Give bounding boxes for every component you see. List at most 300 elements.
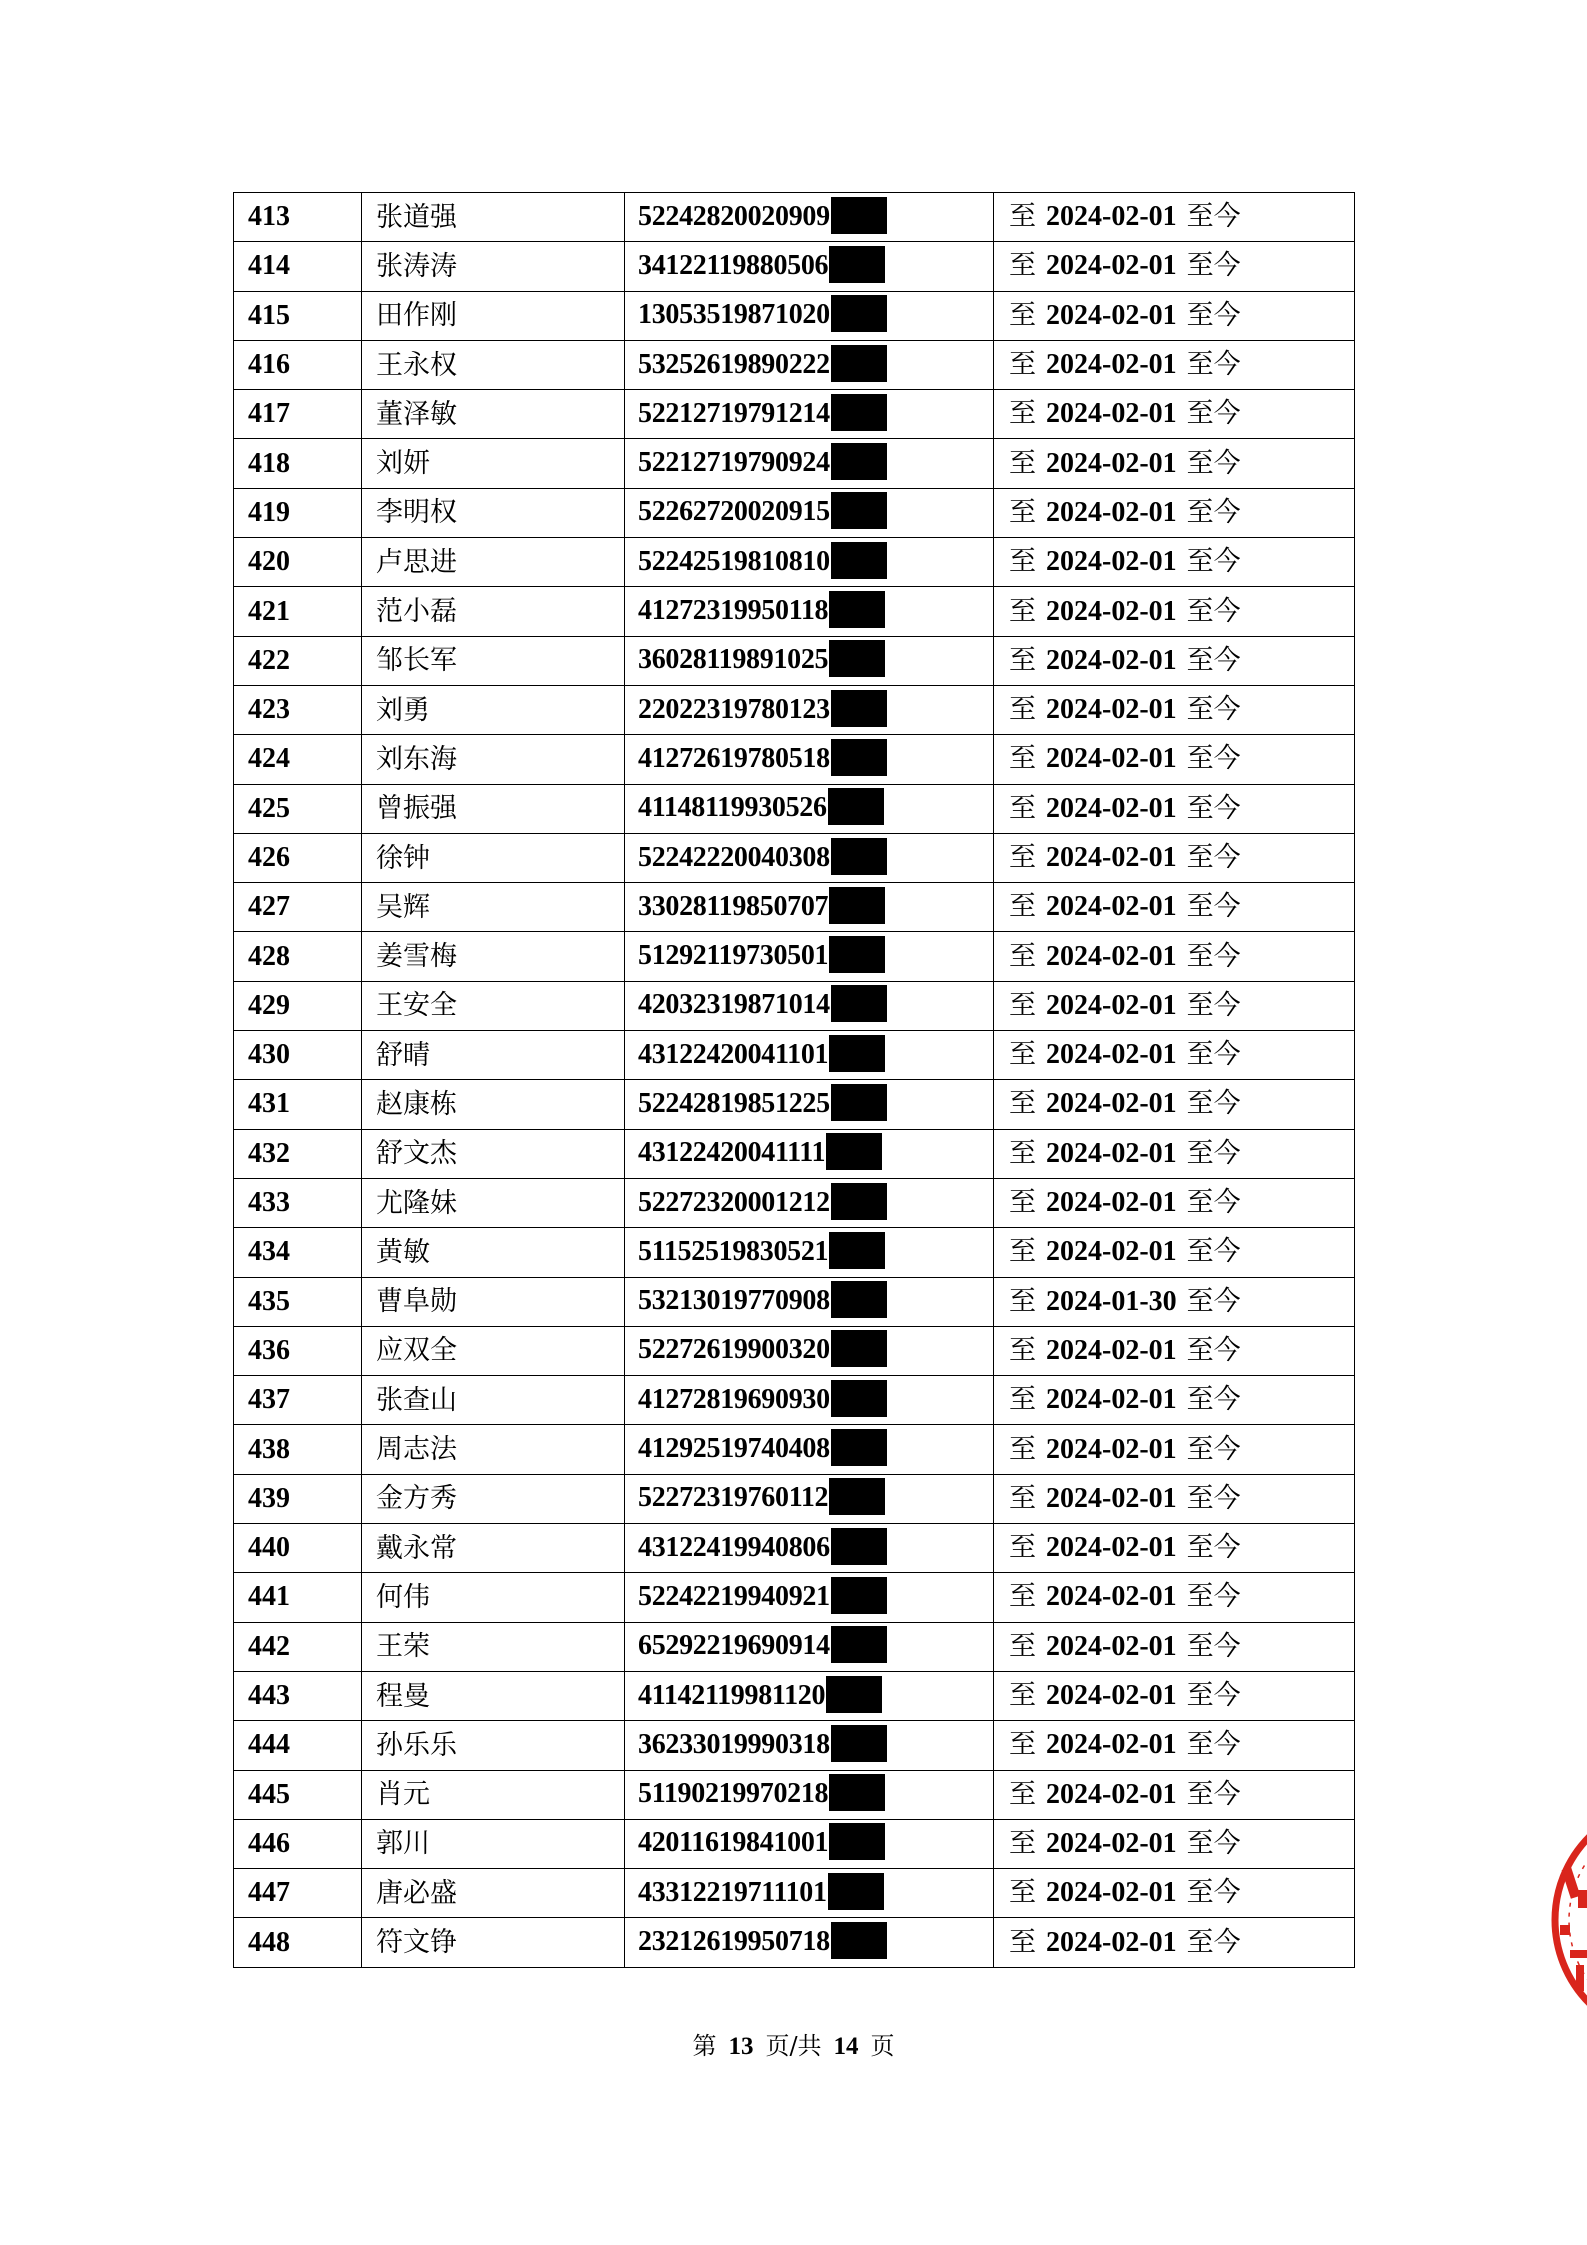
footer-prefix: 第 — [692, 2032, 717, 2060]
person-name: 卢思进 — [362, 538, 625, 587]
table-row — [234, 1869, 1355, 1918]
period-suffix: 至今 — [1186, 1532, 1241, 1564]
period-cell — [994, 636, 1355, 685]
id-number-cell — [625, 1228, 994, 1277]
period-cell — [994, 1918, 1355, 1967]
period-prefix: 至 — [1009, 546, 1036, 578]
id-number-cell — [625, 291, 994, 340]
redaction-block — [829, 1232, 885, 1269]
person-name: 张查山 — [362, 1376, 625, 1425]
row-number: 422 — [234, 636, 362, 685]
period-date: 2024-02-01 — [1046, 299, 1177, 331]
redaction-block — [831, 1577, 887, 1614]
redaction-block — [831, 739, 887, 776]
period-date: 2024-02-01 — [1046, 250, 1177, 282]
footer-middle: 页/共 — [765, 2032, 822, 2060]
period-prefix: 至 — [1009, 595, 1036, 627]
period-cell — [994, 193, 1355, 242]
period-date: 2024-02-01 — [1046, 349, 1177, 381]
table-row — [234, 1671, 1355, 1720]
period-cell — [994, 1770, 1355, 1819]
period-date: 2024-02-01 — [1046, 1581, 1177, 1613]
row-number: 443 — [234, 1671, 362, 1720]
id-number: 41272619780518 — [638, 742, 830, 774]
period-date: 2024-02-01 — [1046, 1236, 1177, 1268]
redaction-block — [828, 1873, 884, 1910]
period-cell — [994, 1277, 1355, 1326]
id-number-cell — [625, 1770, 994, 1819]
id-number: 43122419940806 — [638, 1531, 830, 1563]
person-name: 吴辉 — [362, 883, 625, 932]
period-cell — [994, 291, 1355, 340]
row-number: 446 — [234, 1819, 362, 1868]
period-prefix: 至 — [1009, 743, 1036, 775]
row-number: 415 — [234, 291, 362, 340]
redaction-block — [831, 1380, 887, 1417]
row-number: 433 — [234, 1178, 362, 1227]
redaction-block — [826, 1676, 882, 1713]
row-number: 438 — [234, 1425, 362, 1474]
period-suffix: 至今 — [1186, 250, 1241, 282]
period-prefix: 至 — [1009, 1630, 1036, 1662]
table-row — [234, 1819, 1355, 1868]
row-number: 418 — [234, 439, 362, 488]
period-prefix: 至 — [1009, 349, 1036, 381]
period-date: 2024-02-01 — [1046, 1827, 1177, 1859]
person-name: 郭川 — [362, 1819, 625, 1868]
period-prefix: 至 — [1009, 694, 1036, 726]
period-cell — [994, 1376, 1355, 1425]
period-prefix: 至 — [1009, 447, 1036, 479]
person-name: 曾振强 — [362, 784, 625, 833]
id-number: 34122119880506 — [638, 249, 829, 281]
period-suffix: 至今 — [1186, 940, 1241, 972]
table-row — [234, 538, 1355, 587]
person-name: 李明权 — [362, 488, 625, 537]
footer-suffix: 页 — [870, 2032, 895, 2060]
id-number-cell — [625, 932, 994, 981]
id-number: 33028119850707 — [638, 890, 829, 922]
period-suffix: 至今 — [1186, 743, 1241, 775]
id-number-cell — [625, 1326, 994, 1375]
person-name: 何伟 — [362, 1573, 625, 1622]
redaction-block — [831, 197, 887, 234]
table-row — [234, 784, 1355, 833]
period-cell — [994, 242, 1355, 291]
id-number-cell — [625, 1671, 994, 1720]
period-date: 2024-02-01 — [1046, 1729, 1177, 1761]
row-number: 439 — [234, 1474, 362, 1523]
id-number-cell — [625, 1869, 994, 1918]
period-suffix: 至今 — [1186, 496, 1241, 528]
row-number: 447 — [234, 1869, 362, 1918]
period-cell — [994, 340, 1355, 389]
period-suffix: 至今 — [1186, 1433, 1241, 1465]
row-number: 436 — [234, 1326, 362, 1375]
redaction-block — [831, 1429, 887, 1466]
redaction-block — [831, 345, 887, 382]
period-date: 2024-02-01 — [1046, 792, 1177, 824]
period-prefix: 至 — [1009, 1236, 1036, 1268]
person-name: 金方秀 — [362, 1474, 625, 1523]
period-cell — [994, 685, 1355, 734]
table-row — [234, 1129, 1355, 1178]
period-date: 2024-02-01 — [1046, 1137, 1177, 1169]
period-prefix: 至 — [1009, 1433, 1036, 1465]
id-number-cell — [625, 1080, 994, 1129]
person-name: 田作刚 — [362, 291, 625, 340]
id-number: 13053519871020 — [638, 299, 830, 331]
person-name: 赵康栋 — [362, 1080, 625, 1129]
period-suffix: 至今 — [1186, 1384, 1241, 1416]
period-prefix: 至 — [1009, 1532, 1036, 1564]
id-number: 52272319760112 — [638, 1482, 829, 1514]
id-number-cell — [625, 1031, 994, 1080]
row-number: 441 — [234, 1573, 362, 1622]
row-number: 430 — [234, 1031, 362, 1080]
id-number-cell — [625, 735, 994, 784]
footer-page-number: 13 — [728, 2033, 754, 2060]
period-cell — [994, 833, 1355, 882]
period-suffix: 至今 — [1186, 1877, 1241, 1909]
redaction-block — [829, 1823, 885, 1860]
redaction-block — [831, 1922, 887, 1959]
period-cell — [994, 932, 1355, 981]
id-number-cell — [625, 1277, 994, 1326]
id-number: 41142119981120 — [638, 1679, 826, 1711]
period-cell — [994, 390, 1355, 439]
period-cell — [994, 883, 1355, 932]
period-date: 2024-02-01 — [1046, 1680, 1177, 1712]
table-row — [234, 1721, 1355, 1770]
period-date: 2024-02-01 — [1046, 644, 1177, 676]
period-date: 2024-02-01 — [1046, 1532, 1177, 1564]
period-prefix: 至 — [1009, 1187, 1036, 1219]
table-row — [234, 735, 1355, 784]
person-name: 刘妍 — [362, 439, 625, 488]
person-name: 周志法 — [362, 1425, 625, 1474]
period-suffix: 至今 — [1186, 1581, 1241, 1613]
table-row — [234, 1178, 1355, 1227]
id-number-cell — [625, 1573, 994, 1622]
period-date: 2024-02-01 — [1046, 1482, 1177, 1514]
period-cell — [994, 1228, 1355, 1277]
person-name: 肖元 — [362, 1770, 625, 1819]
period-prefix: 至 — [1009, 1334, 1036, 1366]
id-number-cell — [625, 1376, 994, 1425]
period-date: 2024-02-01 — [1046, 1877, 1177, 1909]
period-date: 2024-02-01 — [1046, 1187, 1177, 1219]
redaction-block — [831, 838, 887, 875]
period-suffix: 至今 — [1186, 1334, 1241, 1366]
redaction-block — [831, 1281, 887, 1318]
period-suffix: 至今 — [1186, 891, 1241, 923]
id-number: 41272319950118 — [638, 595, 829, 627]
id-number-cell — [625, 390, 994, 439]
redaction-block — [831, 1330, 887, 1367]
person-name: 舒晴 — [362, 1031, 625, 1080]
row-number: 440 — [234, 1524, 362, 1573]
id-number-cell — [625, 1474, 994, 1523]
period-suffix: 至今 — [1186, 694, 1241, 726]
row-number: 434 — [234, 1228, 362, 1277]
id-number: 43312219711101 — [638, 1876, 827, 1908]
record-table-body — [234, 193, 1355, 1968]
table-row — [234, 1425, 1355, 1474]
table-row — [234, 685, 1355, 734]
id-number: 51190219970218 — [638, 1778, 829, 1810]
period-date: 2024-02-01 — [1046, 940, 1177, 972]
person-name: 邹长军 — [362, 636, 625, 685]
period-prefix: 至 — [1009, 496, 1036, 528]
id-number: 36233019990318 — [638, 1728, 830, 1760]
period-date: 2024-02-01 — [1046, 1088, 1177, 1120]
table-row — [234, 1573, 1355, 1622]
id-number: 42032319871014 — [638, 989, 830, 1021]
period-cell — [994, 587, 1355, 636]
id-number-cell — [625, 1819, 994, 1868]
period-prefix: 至 — [1009, 1729, 1036, 1761]
period-cell — [994, 1080, 1355, 1129]
id-number-cell — [625, 538, 994, 587]
id-number: 41292519740408 — [638, 1433, 830, 1465]
person-name: 尤隆妹 — [362, 1178, 625, 1227]
row-number: 428 — [234, 932, 362, 981]
id-number: 36028119891025 — [638, 644, 829, 676]
id-number: 53252619890222 — [638, 348, 830, 380]
redaction-block — [831, 690, 887, 727]
redaction-block — [831, 394, 887, 431]
record-table — [233, 192, 1355, 1968]
period-suffix: 至今 — [1186, 1236, 1241, 1268]
row-number: 435 — [234, 1277, 362, 1326]
period-prefix: 至 — [1009, 1877, 1036, 1909]
period-cell — [994, 1721, 1355, 1770]
redaction-block — [828, 788, 884, 825]
period-suffix: 至今 — [1186, 546, 1241, 578]
id-number: 41148119930526 — [638, 792, 827, 824]
table-row — [234, 1524, 1355, 1573]
period-suffix: 至今 — [1186, 595, 1241, 627]
period-date: 2024-02-01 — [1046, 1039, 1177, 1071]
id-number: 23212619950718 — [638, 1926, 830, 1958]
period-date: 2024-02-01 — [1046, 743, 1177, 775]
id-number-cell — [625, 1178, 994, 1227]
redaction-block — [829, 640, 885, 677]
id-number-cell — [625, 587, 994, 636]
table-row — [234, 1770, 1355, 1819]
row-number: 425 — [234, 784, 362, 833]
period-date: 2024-02-01 — [1046, 694, 1177, 726]
redaction-block — [831, 443, 887, 480]
period-cell — [994, 538, 1355, 587]
period-cell — [994, 735, 1355, 784]
period-suffix: 至今 — [1186, 447, 1241, 479]
row-number: 432 — [234, 1129, 362, 1178]
period-suffix: 至今 — [1186, 1729, 1241, 1761]
id-number-cell — [625, 1129, 994, 1178]
table-row — [234, 193, 1355, 242]
period-prefix: 至 — [1009, 1926, 1036, 1958]
period-prefix: 至 — [1009, 201, 1036, 233]
row-number: 419 — [234, 488, 362, 537]
period-suffix: 至今 — [1186, 1137, 1241, 1169]
table-row — [234, 587, 1355, 636]
person-name: 舒文杰 — [362, 1129, 625, 1178]
period-date: 2024-01-30 — [1046, 1285, 1177, 1317]
id-number: 52272619900320 — [638, 1334, 830, 1366]
row-number: 448 — [234, 1918, 362, 1967]
period-cell — [994, 1524, 1355, 1573]
seal-ring — [1555, 1802, 1587, 2038]
table-row — [234, 488, 1355, 537]
period-prefix: 至 — [1009, 1581, 1036, 1613]
period-cell — [994, 1819, 1355, 1868]
period-suffix: 至今 — [1186, 989, 1241, 1021]
id-number: 22022319780123 — [638, 693, 830, 725]
id-number-cell — [625, 193, 994, 242]
id-number: 52242219940921 — [638, 1580, 830, 1612]
page-footer — [0, 2026, 1587, 2061]
period-prefix: 至 — [1009, 891, 1036, 923]
row-number: 416 — [234, 340, 362, 389]
period-prefix: 至 — [1009, 989, 1036, 1021]
period-suffix: 至今 — [1186, 1285, 1241, 1317]
table-row — [234, 1326, 1355, 1375]
table-row — [234, 1376, 1355, 1425]
period-suffix: 至今 — [1186, 1630, 1241, 1662]
period-prefix: 至 — [1009, 1482, 1036, 1514]
row-number: 417 — [234, 390, 362, 439]
redaction-block — [826, 1133, 882, 1170]
id-number: 52242819851225 — [638, 1087, 830, 1119]
person-name: 王荣 — [362, 1622, 625, 1671]
row-number: 421 — [234, 587, 362, 636]
period-cell — [994, 439, 1355, 488]
period-suffix: 至今 — [1186, 398, 1241, 430]
red-seal-stamp — [1548, 1790, 1587, 2050]
table-row — [234, 981, 1355, 1030]
id-number: 65292219690914 — [638, 1630, 830, 1662]
period-cell — [994, 1474, 1355, 1523]
period-prefix: 至 — [1009, 1778, 1036, 1810]
id-number-cell — [625, 1622, 994, 1671]
id-number: 52262720020915 — [638, 496, 830, 528]
period-date: 2024-02-01 — [1046, 891, 1177, 923]
period-cell — [994, 1178, 1355, 1227]
redaction-block — [831, 1528, 887, 1565]
id-number-cell — [625, 883, 994, 932]
period-cell — [994, 1671, 1355, 1720]
period-date: 2024-02-01 — [1046, 201, 1177, 233]
period-suffix: 至今 — [1186, 201, 1241, 233]
period-prefix: 至 — [1009, 250, 1036, 282]
person-name: 孙乐乐 — [362, 1721, 625, 1770]
table-row — [234, 340, 1355, 389]
id-number: 52242519810810 — [638, 545, 830, 577]
id-number-cell — [625, 784, 994, 833]
period-cell — [994, 981, 1355, 1030]
person-name: 王安全 — [362, 981, 625, 1030]
id-number-cell — [625, 685, 994, 734]
redaction-block — [831, 492, 887, 529]
redaction-block — [831, 1183, 887, 1220]
person-name: 曹阜勋 — [362, 1277, 625, 1326]
id-number: 41272819690930 — [638, 1383, 830, 1415]
period-prefix: 至 — [1009, 842, 1036, 873]
period-suffix: 至今 — [1186, 1778, 1241, 1810]
period-suffix: 至今 — [1186, 644, 1241, 676]
period-prefix: 至 — [1009, 1088, 1036, 1120]
id-number-cell — [625, 1721, 994, 1770]
person-name: 姜雪梅 — [362, 932, 625, 981]
person-name: 符文铮 — [362, 1918, 625, 1967]
row-number: 414 — [234, 242, 362, 291]
redaction-block — [829, 1035, 885, 1072]
table-row — [234, 1080, 1355, 1129]
period-date: 2024-02-01 — [1046, 595, 1177, 627]
redaction-block — [831, 985, 887, 1022]
row-number: 424 — [234, 735, 362, 784]
period-prefix: 至 — [1009, 792, 1036, 824]
redaction-block — [829, 887, 885, 924]
period-suffix: 至今 — [1186, 792, 1241, 824]
row-number: 445 — [234, 1770, 362, 1819]
period-prefix: 至 — [1009, 1285, 1036, 1317]
id-number: 53213019770908 — [638, 1285, 830, 1317]
redaction-block — [829, 246, 885, 283]
person-name: 应双全 — [362, 1326, 625, 1375]
person-name: 唐必盛 — [362, 1869, 625, 1918]
table-row — [234, 439, 1355, 488]
row-number: 437 — [234, 1376, 362, 1425]
person-name: 徐钟 — [362, 833, 625, 882]
redaction-block — [829, 1774, 885, 1811]
period-suffix: 至今 — [1186, 1039, 1241, 1071]
table-row — [234, 1228, 1355, 1277]
period-suffix: 至今 — [1186, 299, 1241, 331]
redaction-block — [831, 295, 887, 332]
period-cell — [994, 784, 1355, 833]
id-number-cell — [625, 1918, 994, 1967]
table-row — [234, 932, 1355, 981]
person-name: 刘东海 — [362, 735, 625, 784]
id-number: 51152519830521 — [638, 1235, 829, 1267]
person-name: 戴永常 — [362, 1524, 625, 1573]
id-number: 51292119730501 — [638, 940, 829, 972]
period-cell — [994, 1425, 1355, 1474]
row-number: 429 — [234, 981, 362, 1030]
redaction-block — [831, 1626, 887, 1663]
period-date: 2024-02-01 — [1046, 1778, 1177, 1810]
row-number: 423 — [234, 685, 362, 734]
period-cell — [994, 1129, 1355, 1178]
period-suffix: 至今 — [1186, 349, 1241, 381]
row-number: 413 — [234, 193, 362, 242]
redaction-block — [831, 542, 887, 579]
table-row — [234, 883, 1355, 932]
row-number: 442 — [234, 1622, 362, 1671]
period-cell — [994, 1326, 1355, 1375]
table-row — [234, 1918, 1355, 1967]
person-name: 王永权 — [362, 340, 625, 389]
period-date: 2024-02-01 — [1046, 1630, 1177, 1662]
period-prefix: 至 — [1009, 1039, 1036, 1071]
id-number: 52242220040308 — [638, 841, 830, 873]
period-prefix: 至 — [1009, 1680, 1036, 1712]
id-number: 42011619841001 — [638, 1827, 829, 1859]
row-number: 420 — [234, 538, 362, 587]
